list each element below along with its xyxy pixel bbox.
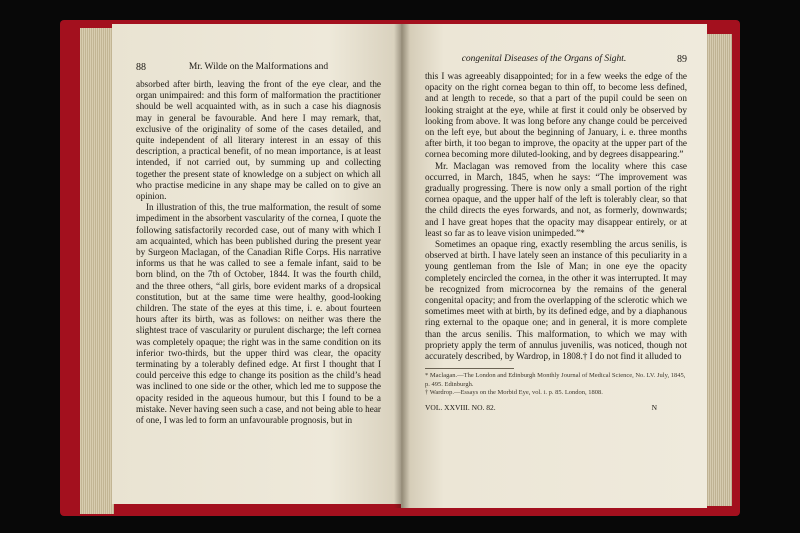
page-edges-right [706, 34, 732, 506]
paragraph: Sometimes an opaque ring, exactly resembling the arcus senilis, is observed at birth. I have lately seen an instance of this peculiarity in a young gentleman from the Isle of Man; in one eye the opacity completely encircled the cornea, in the other it was interrupted. It may be recognized from microcornea by the remains of the general congenital opacity; and from the overlapping of the sclerotic which we sometimes meet with at birth, by its defined edge, and by a diaphanous ring external to the opaque one; and in general, it is more complete than the arcus senilis. This malformation, to which we may with propriety apply the term of annulus juvenilis, was noticed, though not accurately described, by Wardrop, in 1808.† I do not find it alluded to [425, 239, 687, 362]
paragraph: In illustration of this, the true malformation, the result of some impediment in the absorbent vascularity of the cornea, I quote the following satisfactorily recorded case, out of many with which I am acquainted, which has been published during the present year by Surgeon Maclagan, of the Canadian Rifle Corps. His narrative informs us that he was called to see a female infant, said to be born blind, on the 7th of October, 1844. It was the fourth child, and the three others, “all girls, bore evident marks of a dropsical constitution, but at the same time were healthy, good-looking children. The state of the eyes at this time, i. e. about fourteen hours after its birth, was as follows: on neither was there the slightest trace of vascularity or purulent discharge; the left cornea was completely opaque; the right was in the same condition on its inferior two-thirds, but the upper third was clear, the opacity terminating by a tolerably defined edge. At first I thought that I could perceive this edge to change its position as the child’s head was inclined to one side or the other, which led me to suppose the opacity resided in the aqueous humour, but this I found to be a mistake. Never having seen such a case, and not being able to hear of one, I was led to form an unfavourable prognosis, but in [136, 202, 381, 426]
right-page-header [425, 54, 687, 67]
running-head: Mr. Wilde on the Malformations and [188, 62, 329, 72]
left-page-header [136, 62, 381, 75]
paragraph: absorbed after birth, leaving the front of the eye clear, and the organ unimpaired: and this form of malformation the practitioner should be well acquainted with, as in such a case his diagnosis may in general be favourable. And here I may remark, that, exclusive of the originality of some of the cases detailed, and quite independent of all literary interest in an essay of this description, a practical benefit, of no mean importance, is at least intended, if not carried out, by summing up and collecting together the present state of knowledge on a subject on which all who practise medicine in any shape may be called on to give an opinion. [136, 79, 381, 202]
paragraph: Mr. Maclagan was removed from the locality where this case occurred, in March, 1845, when he says: “The improvement was gradually progressing. There is now only a small portion of the right cornea opaque, and the upper half of the left is tolerably clear, so that the child directs the eyes forwards, and not, as formerly, downwards; and I have great hopes that the opacity may disappear entirely, or at least so far as to leave vision unimpeded.”* [425, 160, 687, 238]
page-number: 88 [136, 62, 146, 73]
footnote: * Maclagan.—The London and Edinburgh Monthly Journal of Medical Science, No. LV. July, 1845, p. 495. Edinburgh. [425, 372, 686, 388]
right-page-body [425, 71, 687, 362]
right-page [401, 24, 707, 508]
signature-mark: N [651, 402, 657, 412]
volume-signature: VOL. XXVIII. NO. 82. [425, 402, 496, 412]
left-page-body [136, 79, 381, 426]
book-gutter [394, 24, 410, 508]
page-edges-left [80, 28, 114, 514]
footnote-rule [425, 368, 514, 369]
signature-line [425, 403, 687, 413]
running-head: congenital Diseases of the Organs of Sight. [461, 54, 627, 64]
footnote: † Wardrop.—Essays on the Morbid Eye, vol. i. p. 85. London, 1808. [425, 389, 603, 397]
page-number: 89 [677, 54, 687, 65]
paragraph: this I was agreeably disappointed; for in a few weeks the edge of the opacity on the right cornea began to thin off, to become less defined, and at length to recede, so that a part of the pupil could be seen on looking straight at the eye, while at first it could only be observed by looking from above. It was long before any change could be perceived on the left eye, but about the beginning of January, i. e. three months after birth, it too began to improve, the opacity at the upper part of the cornea becoming more diluted-looking, and by degrees disappearing.” [425, 71, 687, 160]
left-page [112, 24, 401, 504]
